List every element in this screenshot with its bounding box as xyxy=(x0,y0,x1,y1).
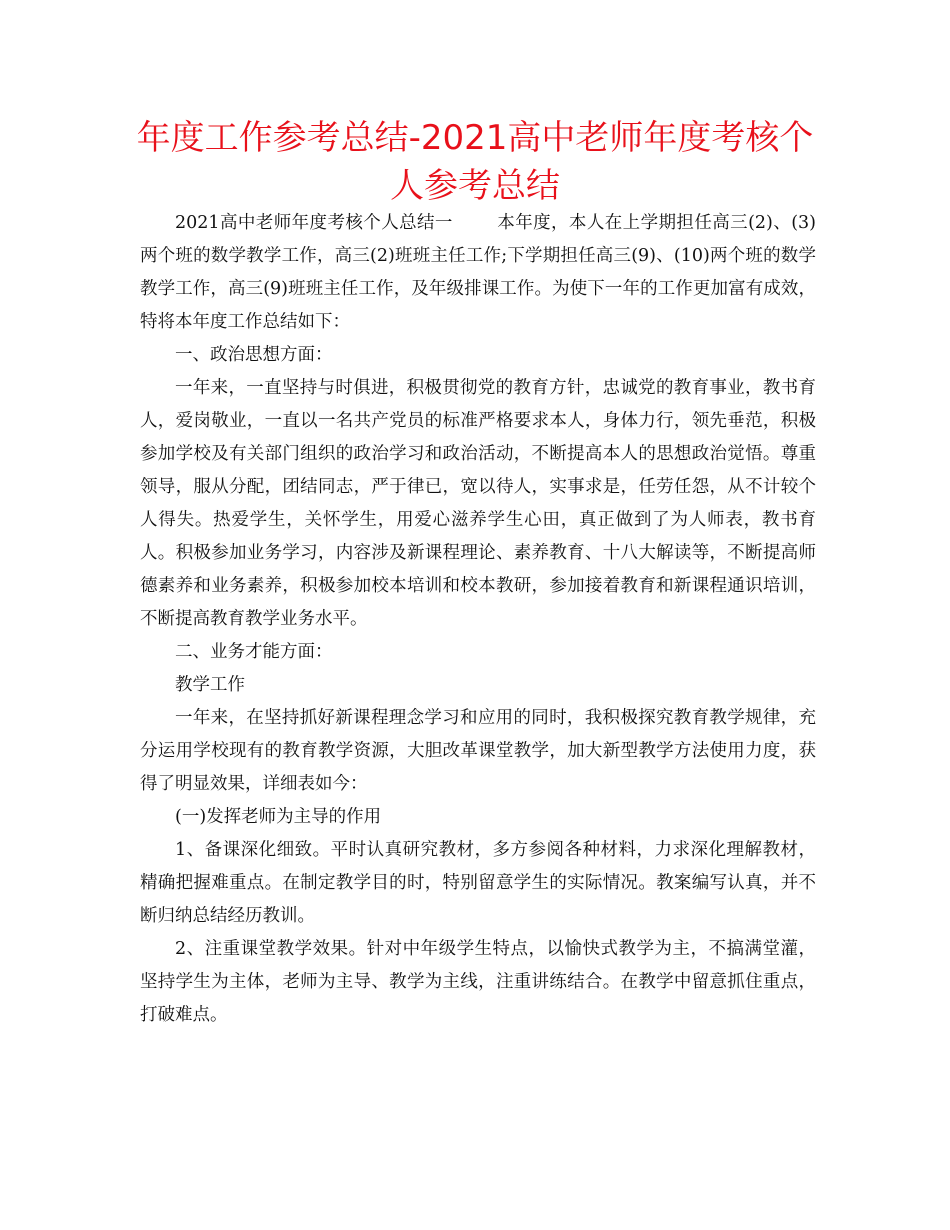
document-body xyxy=(140,207,816,1032)
intro-text: 本年度，本人在上学期担任高三(2)、(3)两个班的数学教学工作，高三(2)班班主任工作;下学期担任高三(9)、(10)两个班的数学教学工作，高三(9)班班主任工作，及年级排课工作。为使下一年的工作更加富有成效，特将本年度工作总结如下： xyxy=(140,213,816,332)
section-heading-business: 二、业务才能方面： xyxy=(175,642,333,662)
intro-paragraph xyxy=(140,207,816,339)
section-body-teaching: 一年来，在坚持抓好新课程理念学习和应用的同时，我积极探究教育教学规律，充分运用学校现有的教育教学资源，大胆改革课堂教学，加大新型教学方法使用力度，获得了明显效果，详细表如今： xyxy=(140,708,816,794)
subheading-teaching: 教学工作 xyxy=(175,675,245,695)
document-title: 年度工作参考总结-2021高中老师年度考核个人参考总结 xyxy=(136,118,814,206)
subheading-teacher-role: (一)发挥老师为主导的作用 xyxy=(175,807,382,827)
list-item-classroom-effect: 2、注重课堂教学效果。针对中年级学生特点，以愉快式教学为主，不搞满堂灌，坚持学生为主体，老师为主导、教学为主线，注重讲练结合。在教学中留意抓住重点，打破难点。 xyxy=(140,939,816,1025)
section-body-politics: 一年来，一直坚持与时俱进，积极贯彻党的教育方针，忠诚党的教育事业，教书育人，爱岗敬业，一直以一名共产党员的标准严格要求本人，身体力行，领先垂范，积极参加学校及有关部门组织的政治学习和政治活动，不断提高本人的思想政治觉悟。尊重领导，服从分配，团结同志，严于律已，宽以待人，实事求是，任劳任怨，从不计较个人得失。热爱学生，关怀学生，用爱心滋养学生心田，真正做到了为人师表，教书育人。积极参加业务学习，内容涉及新课程理论、素养教育、十八大解读等，不断提高师德素养和业务素养，积极参加校本培训和校本教研，参加接着教育和新课程通识培训，不断提高教育教学业务水平。 xyxy=(140,378,816,629)
list-item-lesson-prep: 1、备课深化细致。平时认真研究教材，多方参阅各种材料，力求深化理解教材，精确把握难重点。在制定教学目的时，特别留意学生的实际情况。教案编写认真，并不断归纳总结经历教训。 xyxy=(140,840,816,926)
intro-label: 2021高中老师年度考核个人总结一 xyxy=(175,213,453,233)
section-heading-politics: 一、政治思想方面： xyxy=(175,345,333,365)
